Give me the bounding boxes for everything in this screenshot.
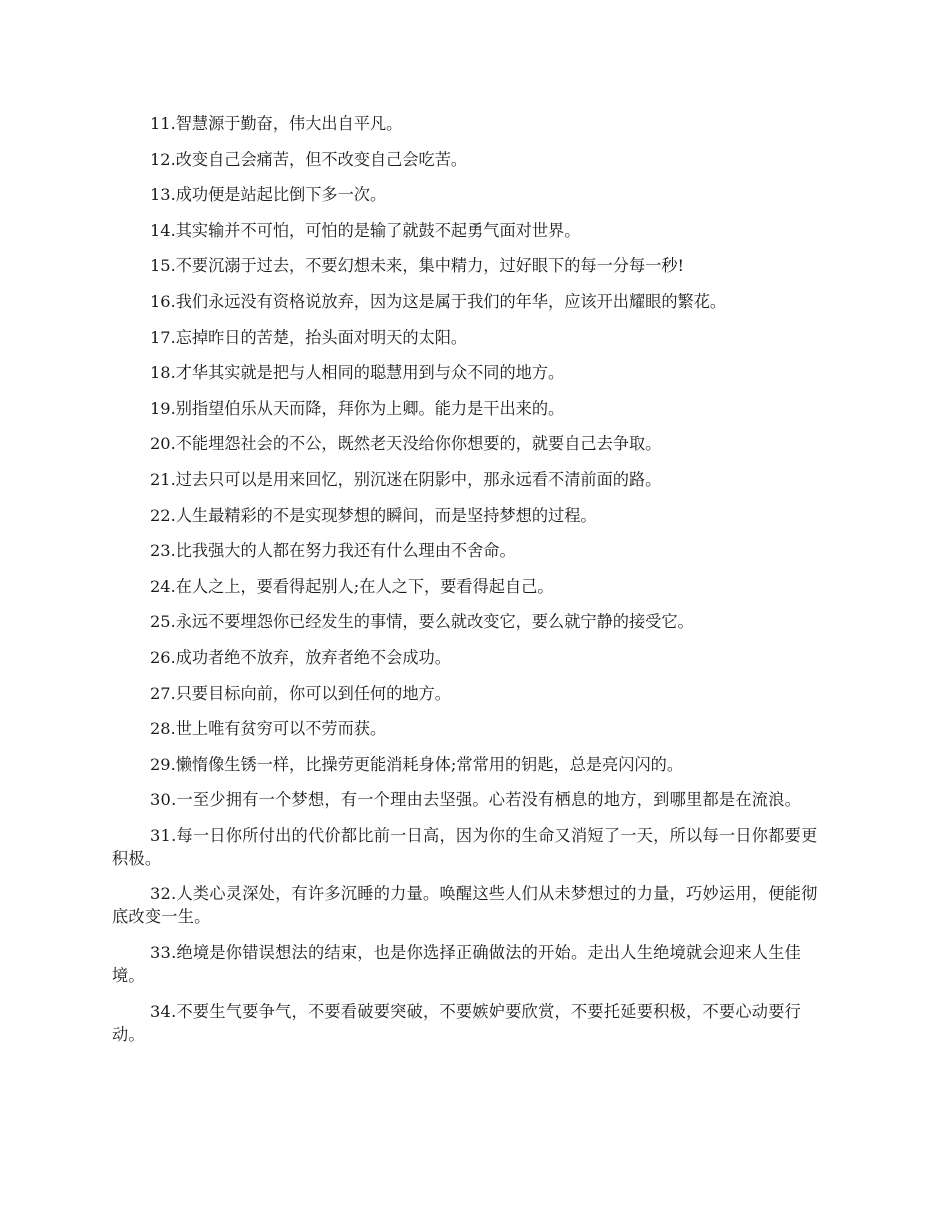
list-item: 16.我们永远没有资格说放弃，因为这是属于我们的年华，应该开出耀眼的繁花。 bbox=[150, 291, 727, 311]
list-item: 15.不要沉溺于过去，不要幻想未来，集中精力，过好眼下的每一分每一秒! bbox=[150, 256, 685, 276]
list-item: 17.忘掉昨日的苦楚，抬头面对明天的太阳。 bbox=[150, 327, 468, 347]
list-item: 29.懒惰像生锈一样，比操劳更能消耗身体;常常用的钥匙，总是亮闪闪的。 bbox=[150, 754, 684, 774]
list-item: 18.才华其实就是把与人相同的聪慧用到与众不同的地方。 bbox=[150, 363, 565, 383]
list-item: 12.改变自己会痛苦，但不改变自己会吃苦。 bbox=[150, 149, 468, 169]
list-item: 28.世上唯有贫穷可以不劳而获。 bbox=[150, 719, 387, 739]
quote-list bbox=[112, 112, 832, 1046]
list-item: 11.智慧源于勤奋，伟大出自平凡。 bbox=[150, 114, 403, 133]
list-item: 30.一至少拥有一个梦想，有一个理由去坚强。心若没有栖息的地方，到哪里都是在流浪。 bbox=[150, 790, 802, 810]
list-item: 27.只要目标向前，你可以到任何的地方。 bbox=[150, 683, 451, 703]
list-item: 34.不要生气要争气，不要看破要突破，不要嫉妒要欣赏，不要托延要积极，不要心动要行动。 bbox=[112, 1001, 802, 1044]
list-item: 31.每一日你所付出的代价都比前一日高，因为你的生命又消短了一天，所以每一日你都要更积极。 bbox=[112, 825, 818, 868]
list-item: 25.永远不要埋怨你已经发生的事情，要么就改变它，要么就宁静的接受它。 bbox=[150, 612, 694, 632]
list-item: 26.成功者绝不放弃，放弃者绝不会成功。 bbox=[150, 647, 451, 667]
list-item: 32.人类心灵深处，有许多沉睡的力量。唤醒这些人们从未梦想过的力量，巧妙运用，便能彻底改变一生。 bbox=[112, 884, 818, 927]
list-item: 23.比我强大的人都在努力我还有什么理由不舍命。 bbox=[150, 541, 516, 561]
list-item: 19.别指望伯乐从天而降，拜你为上卿。能力是干出来的。 bbox=[150, 398, 565, 418]
list-item: 22.人生最精彩的不是实现梦想的瞬间，而是坚持梦想的过程。 bbox=[150, 505, 597, 525]
list-item: 24.在人之上，要看得起别人;在人之下，要看得起自己。 bbox=[150, 576, 554, 596]
list-item: 13.成功便是站起比倒下多一次。 bbox=[150, 185, 387, 205]
list-item: 20.不能埋怨社会的不公，既然老天没给你你想要的，就要自己去争取。 bbox=[150, 434, 662, 454]
list-item: 33.绝境是你错误想法的结束，也是你选择正确做法的开始。走出人生绝境就会迎来人生佳境。 bbox=[112, 943, 802, 986]
list-item: 21.过去只可以是用来回忆，别沉迷在阴影中，那永远看不清前面的路。 bbox=[150, 469, 662, 489]
list-item: 14.其实输并不可怕，可怕的是输了就鼓不起勇气面对世界。 bbox=[150, 220, 581, 240]
